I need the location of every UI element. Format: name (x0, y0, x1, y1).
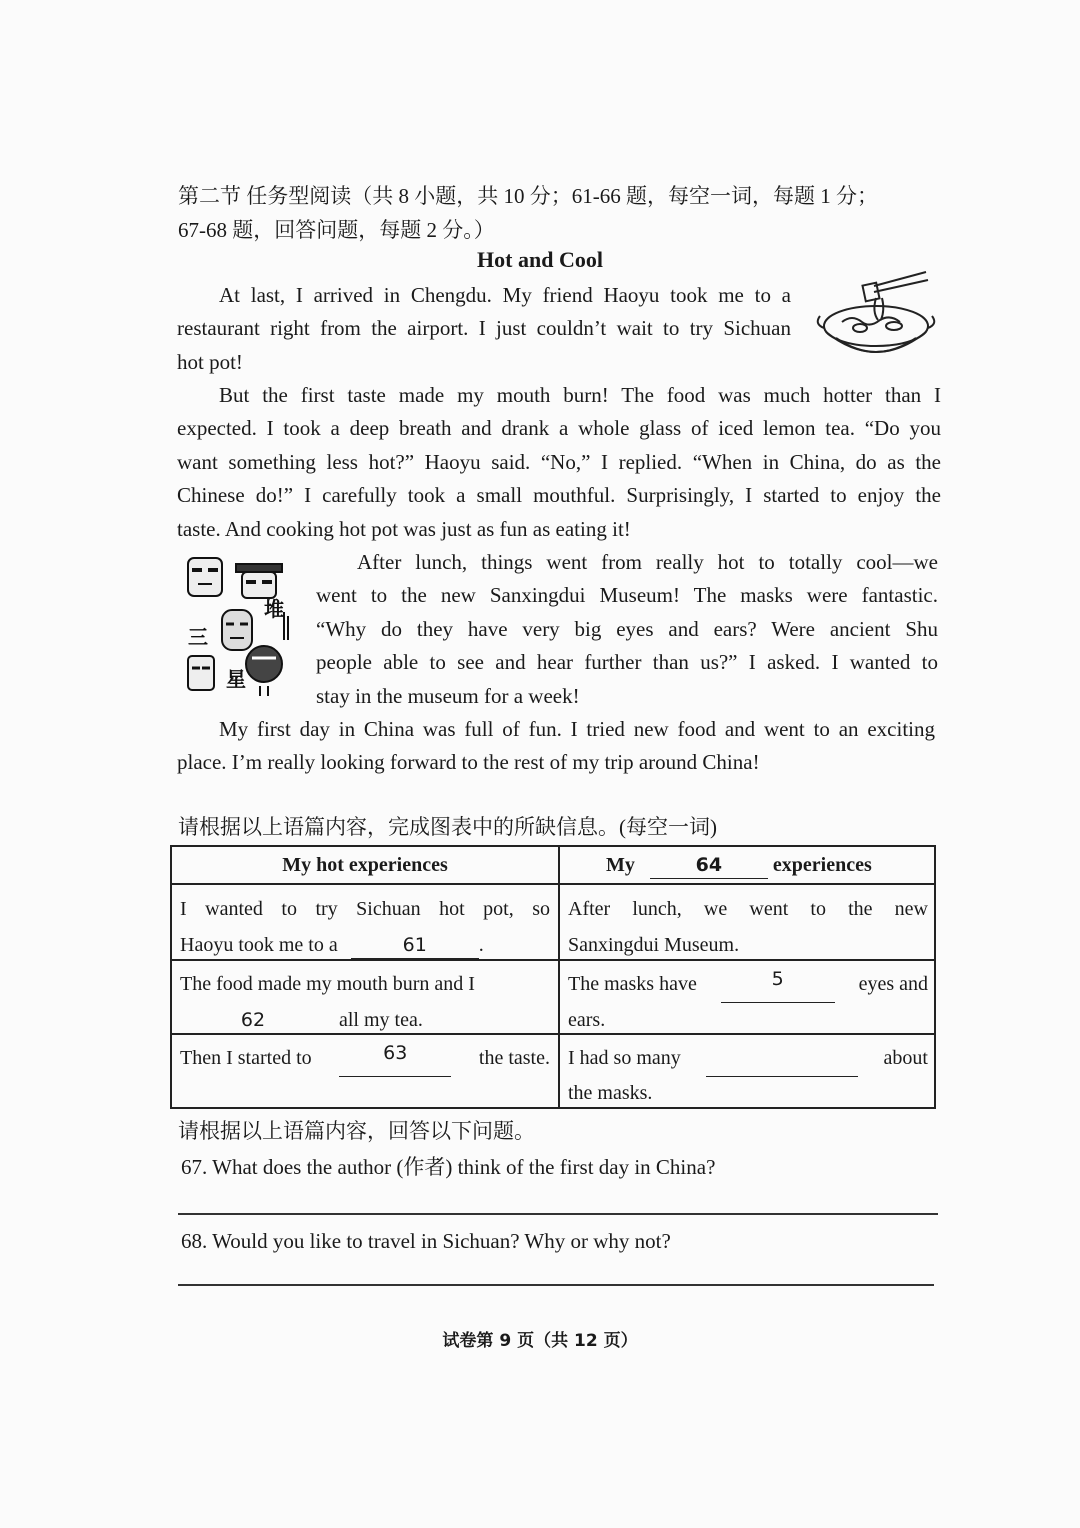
r2-left-line2 (180, 1002, 423, 1039)
answer-line-68[interactable] (178, 1284, 934, 1286)
blank-62[interactable]: 62 (180, 1007, 326, 1034)
table-divider-vertical (558, 847, 560, 1107)
header-right (606, 847, 872, 884)
table-instruction: 请根据以上语篇内容，完成图表中的所缺信息。(每空一词) (178, 815, 717, 839)
p3-line-3: “Why do they have very big eyes and ears? Were ancient Shu (316, 617, 938, 641)
svg-text:星: 星 (226, 667, 246, 691)
r1-left-line1: I wanted to try Sichuan hot pot, so (180, 898, 550, 920)
r3-right-line2: the masks. (568, 1082, 653, 1104)
p3-line-1: After lunch, things went from really hot to totally cool—we (357, 550, 938, 574)
r3-right-post: about (883, 1047, 928, 1069)
experience-table (170, 845, 936, 1109)
r1-right-line1: After lunch, we went to the new (568, 898, 928, 920)
section-heading-line1: 第二节 任务型阅读（共 8 小题，共 10 分；61-66 题，每空一词，每题 1 分； (178, 184, 878, 208)
blank-61[interactable]: 61 (351, 932, 479, 959)
p3-line-4: people able to see and hear further than us?” I asked. I wanted to (316, 650, 938, 674)
hotpot-illustration-icon (812, 268, 937, 368)
r3-right-line1 (568, 1040, 928, 1077)
svg-text:堆: 堆 (264, 597, 284, 621)
r3-left-pre: Then I started to (180, 1047, 312, 1069)
question-67: 67. What does the author (作者) think of the first day in China? (181, 1155, 716, 1179)
r3-left-post: the taste. (478, 1047, 550, 1069)
p4-line-1: My first day in China was full of fun. I tried new food and went to an exciting (219, 717, 935, 741)
header-hot-experiences: My hot experiences (282, 854, 448, 876)
r2-left-line1: The food made my mouth burn and I (180, 973, 475, 995)
blank-64[interactable]: 64 (650, 852, 768, 879)
r1-left-period: . (478, 934, 484, 956)
r1-left-line2 (180, 927, 484, 964)
p1-line-3: hot pot! (177, 350, 243, 374)
p3-line-5: stay in the museum for a week! (316, 684, 580, 708)
r1-left-text: Haoyu took me to a (180, 934, 338, 956)
p1-line-1: At last, I arrived in Chengdu. My friend Haoyu took me to a (219, 283, 791, 307)
p2-line-1: But the first taste made my mouth burn! The food was much hotter than I (219, 383, 941, 407)
svg-text:三: 三 (188, 625, 208, 649)
blank-66[interactable] (706, 1040, 858, 1077)
r3-right-pre: I had so many (568, 1047, 681, 1069)
header-right-prefix: My (606, 854, 635, 876)
r2-right-pre: The masks have (568, 973, 697, 995)
questions-instruction: 请根据以上语篇内容，回答以下问题。 (178, 1119, 535, 1143)
passage-title: Hot and Cool (477, 247, 603, 272)
question-68: 68. Would you like to travel in Sichuan? Why or why not? (181, 1229, 671, 1253)
p2-line-5: taste. And cooking hot pot was just as fun as eating it! (177, 517, 631, 541)
header-right-suffix: experiences (772, 854, 872, 876)
section-heading-line2: 67-68 题，回答问题，每题 2 分。） (178, 218, 495, 242)
r2-right-line2: ears. (568, 1009, 606, 1031)
p2-line-4: Chinese do!” I carefully took a small mouthful. Surprisingly, I started to enjoy the (177, 483, 941, 507)
r1-right-line2: Sanxingdui Museum. (568, 934, 740, 956)
p1-line-2: restaurant right from the airport. I just couldn’t wait to try Sichuan (177, 316, 791, 340)
r2-right-line1 (568, 966, 928, 1003)
p4-line-2: place. I’m really looking forward to the rest of my trip around China! (177, 750, 760, 774)
r2-left-text: all my tea. (339, 1009, 423, 1031)
sanxingdui-masks-illustration-icon (180, 552, 298, 702)
blank-63[interactable]: 63 (339, 1040, 451, 1077)
r3-left-line1 (180, 1040, 550, 1077)
page-footer: 试卷第 9 页（共 12 页） (442, 1331, 638, 1351)
p2-line-2: expected. I took a deep breath and drank a whole glass of iced lemon tea. “Do you (177, 416, 941, 440)
r2-right-post: eyes and (858, 973, 928, 995)
p2-line-3: want something less hot?” Haoyu said. “No,” I replied. “When in China, do as the (177, 450, 941, 474)
blank-65[interactable]: 5 (721, 966, 835, 1003)
p3-line-2: went to the new Sanxingdui Museum! The masks were fantastic. (316, 583, 938, 607)
answer-line-67[interactable] (178, 1213, 938, 1215)
